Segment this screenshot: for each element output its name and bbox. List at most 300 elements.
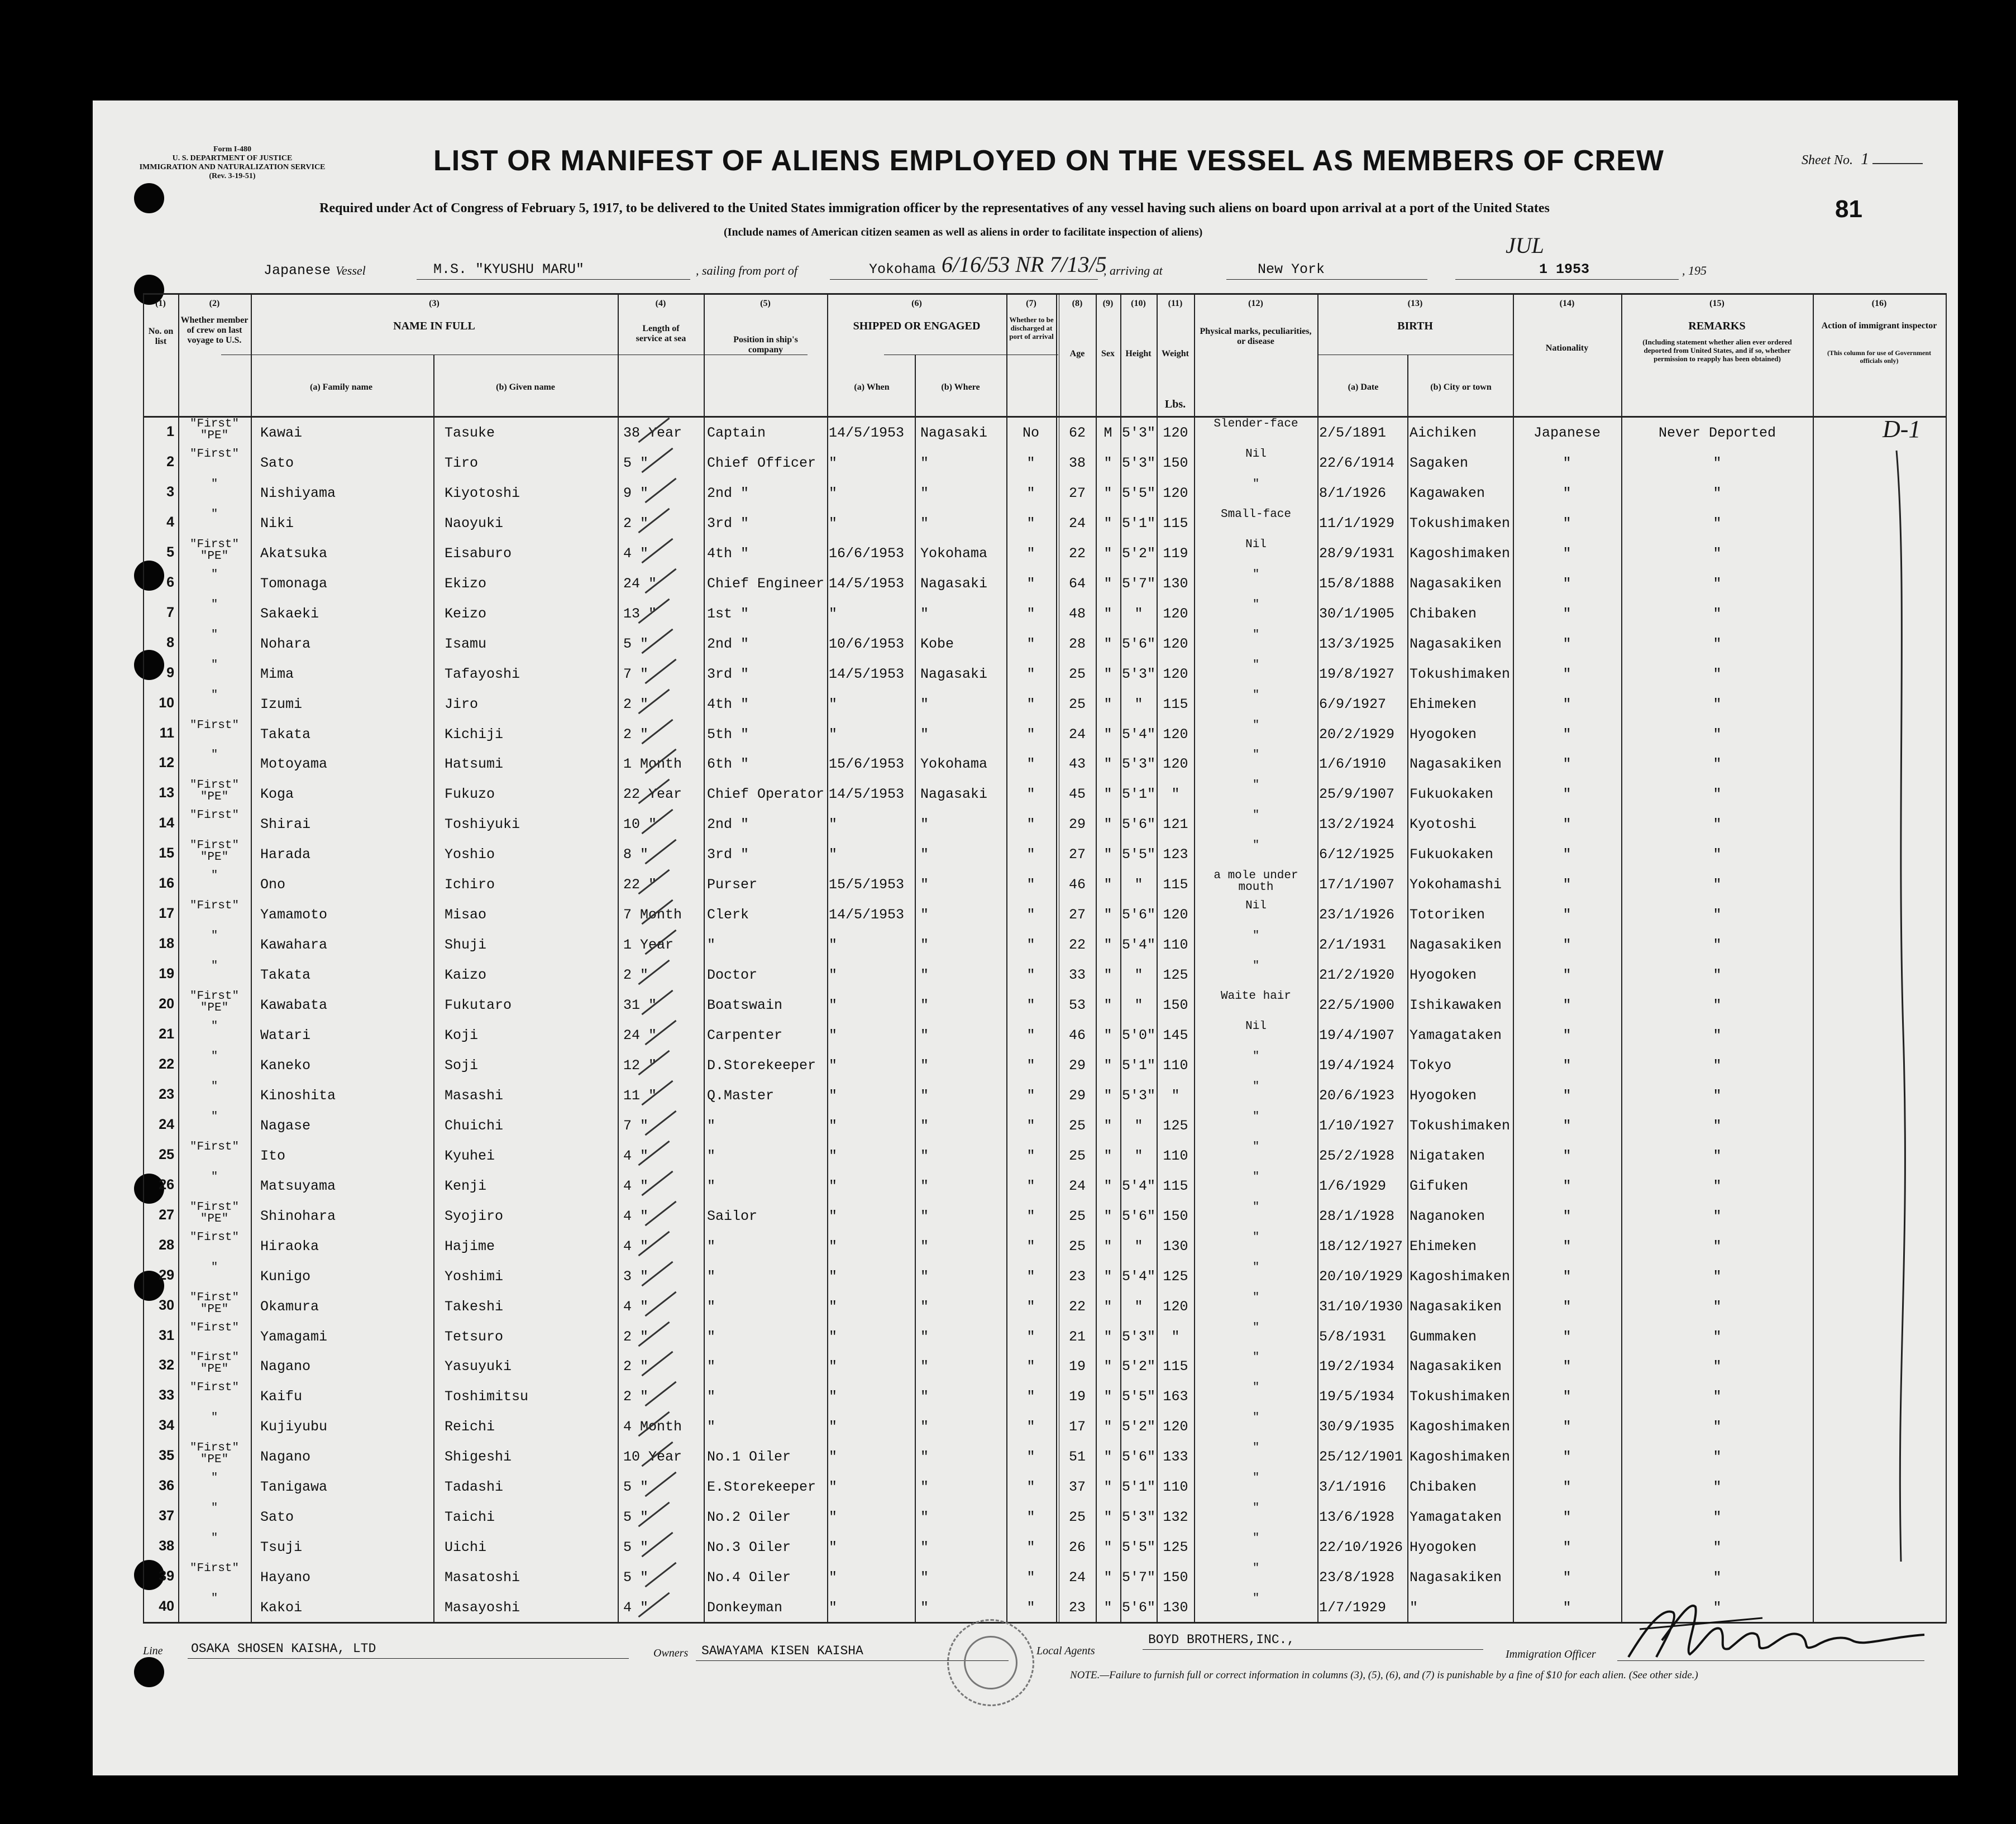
row-position: Clerk — [707, 907, 749, 923]
row-prev: " — [211, 960, 218, 973]
row-city: Ehimeken — [1410, 696, 1477, 712]
row-sex: " — [1103, 1479, 1112, 1496]
arriving-label: , arriving at — [1103, 264, 1163, 277]
row-weight: 119 — [1163, 545, 1188, 562]
row-city: Kagoshimaken — [1410, 1268, 1511, 1285]
row-age: 24 — [1068, 515, 1086, 532]
row-age: 24 — [1068, 1177, 1086, 1194]
row-position: " — [707, 937, 716, 954]
col-shipped-header: SHIPPED OR ENGAGED — [853, 320, 981, 332]
row-sex: " — [1103, 575, 1112, 592]
footnote: NOTE.—Failure to furnish full or correct information in columns (3), (5), (6), and (7) is punishable by a fine of $10 for each alien. (See other side.) — [1070, 1669, 1698, 1681]
row-weight: 150 — [1163, 1208, 1188, 1224]
row-when: " — [829, 1147, 838, 1164]
row-height: 5'5" — [1121, 846, 1155, 863]
vessel-line — [93, 233, 1958, 285]
row-where: " — [920, 515, 929, 532]
row-height: 5'6" — [1121, 1449, 1155, 1466]
row-marks: Small-face — [1220, 508, 1292, 520]
row-service: 10 Year — [623, 1449, 682, 1466]
row-height: 5'3" — [1121, 1509, 1155, 1526]
row-when: " — [829, 605, 838, 622]
row-where: " — [920, 1177, 929, 1194]
row-prev: "First" "PE" — [189, 538, 240, 562]
row-nat: " — [1563, 1449, 1571, 1466]
row-number: 12 — [159, 755, 174, 771]
row-position: " — [707, 1177, 716, 1194]
row-remarks: " — [1713, 1509, 1722, 1526]
row-prev: "First" "PE" — [189, 1352, 240, 1376]
row-remarks: " — [1713, 937, 1722, 954]
row-height: 5'5" — [1121, 1539, 1155, 1556]
row-family: Nagano — [260, 1449, 311, 1466]
row-age: 25 — [1068, 1147, 1086, 1164]
row-sex: " — [1103, 1208, 1112, 1224]
row-family: Izumi — [260, 696, 303, 712]
row-bdate: 19/2/1934 — [1319, 1358, 1395, 1375]
row-number: 18 — [159, 936, 174, 952]
row-marks: " — [1252, 1593, 1260, 1605]
vessel-flag: Japanese — [264, 262, 331, 279]
row-position: " — [707, 1358, 716, 1375]
row-height: 5'0" — [1121, 1027, 1155, 1043]
row-position: E.Storekeeper — [707, 1479, 816, 1496]
col-nationality-header: Nationality — [1545, 343, 1589, 353]
row-prev: "First" — [189, 448, 240, 460]
row-service: 1 Year — [623, 937, 674, 954]
row-nat: " — [1563, 1057, 1571, 1074]
row-where: " — [920, 1087, 929, 1104]
footer — [143, 1630, 1947, 1742]
row-nat: " — [1563, 1147, 1571, 1164]
row-disch: " — [1026, 816, 1035, 833]
row-height: " — [1134, 1298, 1143, 1315]
row-service: 3 " — [623, 1268, 649, 1285]
row-nat: " — [1563, 575, 1571, 592]
row-marks: " — [1252, 659, 1260, 671]
row-number: 30 — [159, 1297, 174, 1313]
row-given: Ekizo — [445, 575, 487, 592]
row-marks: Nil — [1245, 448, 1267, 460]
row-nat: " — [1563, 1539, 1571, 1556]
row-service: 5 " — [623, 635, 649, 652]
row-disch: " — [1026, 1569, 1035, 1586]
row-family: Tomonaga — [260, 575, 328, 592]
row-height: " — [1134, 1147, 1143, 1164]
row-where: " — [920, 1238, 929, 1255]
row-given: Kaizo — [445, 967, 487, 984]
row-family: Akatsuka — [260, 545, 328, 562]
row-age: 25 — [1068, 1208, 1086, 1224]
row-disch: " — [1026, 454, 1035, 471]
col-service-header: Length of service at sea — [636, 324, 686, 343]
row-city: Kagawaken — [1410, 485, 1485, 501]
row-weight: 130 — [1163, 1238, 1188, 1255]
row-height: 5'6" — [1121, 816, 1155, 833]
subtitle-note: (Include names of American citizen seamen as well as aliens in order to facilitate inspection of aliens) — [724, 226, 1203, 238]
row-given: Uichi — [445, 1539, 487, 1556]
row-nat: " — [1563, 545, 1571, 562]
row-nat: Japanese — [1533, 425, 1601, 441]
row-position: No.2 Oiler — [707, 1509, 791, 1526]
row-number: 13 — [159, 785, 174, 801]
row-number: 7 — [166, 604, 174, 620]
row-family: Sakaeki — [260, 605, 319, 622]
row-when: " — [829, 997, 838, 1014]
row-nat: " — [1563, 1328, 1571, 1345]
row-remarks: " — [1713, 786, 1722, 803]
row-given: Reichi — [445, 1419, 495, 1435]
row-bdate: 1/6/1929 — [1319, 1177, 1387, 1194]
row-where: " — [920, 967, 929, 984]
row-prev: " — [211, 508, 218, 520]
row-sex: " — [1103, 786, 1112, 803]
row-family: Shirai — [260, 816, 311, 833]
row-marks: " — [1252, 689, 1260, 701]
row-number: 26 — [159, 1176, 174, 1193]
row-where: Kobe — [920, 635, 954, 652]
col-discharge-header: Whether to be discharged at port of arrival — [1009, 315, 1054, 341]
row-nat: " — [1563, 1389, 1571, 1405]
row-weight: 110 — [1163, 1147, 1188, 1164]
row-disch: " — [1026, 1600, 1035, 1616]
row-remarks: " — [1713, 635, 1722, 652]
row-city: Fukuokaken — [1410, 846, 1494, 863]
row-when: " — [829, 1057, 838, 1074]
row-position: Carpenter — [707, 1027, 783, 1043]
row-remarks: " — [1713, 1177, 1722, 1194]
row-height: 5'7" — [1121, 575, 1155, 592]
arrival-date: 1 1953 — [1539, 261, 1590, 277]
row-age: 27 — [1068, 485, 1086, 501]
row-number: 37 — [159, 1508, 174, 1524]
row-given: Masayoshi — [445, 1600, 520, 1616]
row-height: " — [1134, 1238, 1143, 1255]
row-prev: "First" — [189, 1231, 240, 1243]
row-number: 10 — [159, 695, 174, 711]
row-bdate: 1/10/1927 — [1319, 1117, 1395, 1134]
row-remarks: " — [1713, 1600, 1722, 1616]
row-service: 9 " — [623, 485, 649, 501]
row-city: Kagoshimaken — [1410, 545, 1511, 562]
row-age: 24 — [1068, 726, 1086, 743]
row-height: 5'1" — [1121, 515, 1155, 532]
row-age: 33 — [1068, 967, 1086, 984]
document-title: LIST OR MANIFEST OF ALIENS EMPLOYED ON THE VESSEL AS MEMBERS OF CREW — [433, 145, 1664, 177]
row-where: " — [920, 1298, 929, 1315]
row-sex: " — [1103, 846, 1112, 863]
row-weight: 115 — [1163, 877, 1188, 893]
row-service: 4 " — [623, 1208, 649, 1224]
row-remarks: " — [1713, 1147, 1722, 1164]
col-height-header: Height — [1125, 349, 1152, 358]
row-number: 31 — [159, 1327, 174, 1343]
row-remarks: " — [1713, 907, 1722, 923]
row-sex: " — [1103, 726, 1112, 743]
row-bdate: 22/6/1914 — [1319, 454, 1395, 471]
row-city: Aichiken — [1410, 425, 1477, 441]
crew-rows — [143, 417, 1947, 1622]
row-bdate: 22/5/1900 — [1319, 997, 1395, 1014]
row-given: Yoshimi — [445, 1268, 504, 1285]
row-bdate: 19/5/1934 — [1319, 1389, 1395, 1405]
sailing-label: , sailing from port of — [696, 264, 797, 277]
row-where: " — [920, 1509, 929, 1526]
row-service: 12 " — [623, 1057, 657, 1074]
row-prev: " — [211, 1502, 218, 1515]
row-city: Hyogoken — [1410, 967, 1477, 984]
row-sex: " — [1103, 1449, 1112, 1466]
row-service: 4 Month — [623, 1419, 682, 1435]
row-prev: "First" — [189, 810, 240, 822]
row-given: Kichiji — [445, 726, 504, 743]
row-given: Masatoshi — [445, 1569, 520, 1586]
row-when: " — [829, 1509, 838, 1526]
row-number: 36 — [159, 1478, 174, 1494]
row-bdate: 6/9/1927 — [1319, 696, 1387, 712]
row-service: 2 " — [623, 726, 649, 743]
row-marks: " — [1252, 629, 1260, 641]
row-prev: " — [211, 1080, 218, 1093]
row-prev: " — [211, 1472, 218, 1485]
manifest-sheet — [93, 100, 1958, 1775]
row-city: Hyogoken — [1410, 1539, 1477, 1556]
row-age: 22 — [1068, 545, 1086, 562]
row-height: 5'4" — [1121, 1268, 1155, 1285]
row-sex: " — [1103, 696, 1112, 712]
row-nat: " — [1563, 605, 1571, 622]
row-sex: " — [1103, 1358, 1112, 1375]
row-prev: "First" "PE" — [189, 779, 240, 803]
row-where: " — [920, 1479, 929, 1496]
row-sex: " — [1103, 1117, 1112, 1134]
row-bdate: 28/9/1931 — [1319, 545, 1395, 562]
row-where: Yokohama — [920, 545, 988, 562]
row-remarks: " — [1713, 997, 1722, 1014]
row-position: No.1 Oiler — [707, 1449, 791, 1466]
row-bdate: 31/10/1930 — [1319, 1298, 1403, 1315]
row-sex: " — [1103, 997, 1112, 1014]
row-city: Hyogoken — [1410, 726, 1477, 743]
row-disch: " — [1026, 1027, 1035, 1043]
row-height: 5'3" — [1121, 1087, 1155, 1104]
row-position: No.3 Oiler — [707, 1539, 791, 1556]
row-service: 4 " — [623, 545, 649, 562]
row-where: Yokohama — [920, 756, 988, 773]
row-given: Fukutaro — [445, 997, 512, 1014]
row-city: Kagoshimaken — [1410, 1419, 1511, 1435]
row-bdate: 13/2/1924 — [1319, 816, 1395, 833]
row-where: " — [920, 1268, 929, 1285]
row-position: " — [707, 1117, 716, 1134]
row-nat: " — [1563, 696, 1571, 712]
row-height: 5'1" — [1121, 1479, 1155, 1496]
row-bdate: 3/1/1916 — [1319, 1479, 1387, 1496]
row-family: Nishiyama — [260, 485, 336, 501]
row-age: 25 — [1068, 1509, 1086, 1526]
row-when: " — [829, 1539, 838, 1556]
row-given: Isamu — [445, 635, 487, 652]
row-marks: " — [1252, 719, 1260, 731]
row-city: Kagoshimaken — [1410, 1449, 1511, 1466]
row-prev: " — [211, 478, 218, 490]
row-height: 5'6" — [1121, 635, 1155, 652]
row-where: " — [920, 605, 929, 622]
vessel-label: Vessel — [336, 264, 366, 277]
row-number: 11 — [159, 725, 174, 741]
row-family: Kujiyubu — [260, 1419, 328, 1435]
row-where: " — [920, 1569, 929, 1586]
row-position: 6th " — [707, 756, 749, 773]
row-weight: 115 — [1163, 1177, 1188, 1194]
row-position: Boatswain — [707, 997, 783, 1014]
row-age: 46 — [1068, 877, 1086, 893]
row-remarks: " — [1713, 1298, 1722, 1315]
row-city: Hyogoken — [1410, 1087, 1477, 1104]
row-weight: 120 — [1163, 1298, 1188, 1315]
row-nat: " — [1563, 816, 1571, 833]
row-nat: " — [1563, 454, 1571, 471]
row-position: 3rd " — [707, 515, 749, 532]
row-remarks: " — [1713, 575, 1722, 592]
row-remarks: " — [1713, 1087, 1722, 1104]
row-service: 1 Month — [623, 756, 682, 773]
row-bdate: 28/1/1928 — [1319, 1208, 1395, 1224]
row-height: 5'3" — [1121, 1328, 1155, 1345]
row-position: 2nd " — [707, 635, 749, 652]
row-when: " — [829, 1569, 838, 1586]
row-nat: " — [1563, 1208, 1571, 1224]
row-sex: " — [1103, 666, 1112, 682]
row-when: " — [829, 1358, 838, 1375]
row-city: Chibaken — [1410, 1479, 1477, 1496]
row-prev: " — [211, 689, 218, 701]
row-remarks: " — [1713, 1449, 1722, 1466]
row-age: 29 — [1068, 1087, 1086, 1104]
row-city: Tokushimaken — [1410, 1117, 1511, 1134]
row-service: 38 Year — [623, 425, 682, 441]
row-weight: 125 — [1163, 1117, 1188, 1134]
row-where: " — [920, 696, 929, 712]
row-bdate: 19/8/1927 — [1319, 666, 1395, 682]
row-where: Nagasaki — [920, 425, 988, 441]
row-service: 2 " — [623, 1358, 649, 1375]
row-marks: " — [1252, 1141, 1260, 1153]
row-prev: "First" — [189, 1141, 240, 1153]
row-weight: 120 — [1163, 1419, 1188, 1435]
form-id: Form I-480 U. S. DEPARTMENT OF JUSTICE IMMIGRATION AND NATURALIZATION SERVICE (Rev. 3-19-51) — [139, 145, 326, 180]
row-sex: " — [1103, 1147, 1112, 1164]
row-sex: " — [1103, 907, 1112, 923]
row-where: " — [920, 1539, 929, 1556]
row-position: 4th " — [707, 545, 749, 562]
row-bdate: 30/9/1935 — [1319, 1419, 1395, 1435]
row-disch: " — [1026, 605, 1035, 622]
row-bdate: 13/3/1925 — [1319, 635, 1395, 652]
row-nat: " — [1563, 997, 1571, 1014]
row-family: Nagase — [260, 1117, 311, 1134]
row-when: " — [829, 696, 838, 712]
row-remarks: " — [1713, 1117, 1722, 1134]
row-family: Kinoshita — [260, 1087, 336, 1104]
row-weight: 125 — [1163, 1268, 1188, 1285]
row-where: " — [920, 485, 929, 501]
row-where: " — [920, 937, 929, 954]
row-age: 25 — [1068, 1238, 1086, 1255]
row-disch: " — [1026, 1087, 1035, 1104]
row-city: Totoriken — [1410, 907, 1485, 923]
row-where: Nagasaki — [920, 575, 988, 592]
row-where: " — [920, 1358, 929, 1375]
row-marks: " — [1252, 960, 1260, 973]
row-position: " — [707, 1238, 716, 1255]
row-disch: " — [1026, 967, 1035, 984]
row-prev: " — [211, 749, 218, 762]
row-marks: Slender-face — [1214, 418, 1298, 430]
row-remarks: " — [1713, 877, 1722, 893]
crew-table: (1) (2) (3) (4) (5) (6) (7) (8) (9) (10) (11) (12) (13) (14) (15) (16) No. on list Whether member of crew on last voyage to U.S. NAME IN FULL (a) Family name (b) Given name Length of service at sea Position in ship's company SHIPPED OR ENGAGED (a) When (b) Where Whether to be discharged at port of arrival Age Sex Height Weight Lbs. Physical marks, peculiarities, or disease BIRTH (a) Date (b) City or town Nationality REMARKS (Including statement whether alien ever ordered deported from United States, and if so, whether permission to reapply has been obtained) Action of immigrant inspector (This column for use of Government officials only) 1 "First" "PE" Kawai Tasuke 38 Year Captain 14/5/1953 Nagasaki No 62 M 5'3" 120 Slender-face 2/5/1891 Aichiken Japanese Never Deported 2 "First" Sato Tiro 5 " Chief Officer " " " 38 " 5'3" 150 Nil 22/6/1914 Sagaken " " 3 " Nishiyama Kiyotoshi 9 " 2nd " " " " 27 " 5'5" 120 " 8/1/1926 Kagawaken " " 4 " Niki Naoyuki 2 " 3rd " " " " 24 " 5'1" 115 Small-face 11/1/1929 Tokushimaken " " 5 "First" "PE" Akatsuka Eisaburo 4 " 4th " 16/6/1953 Yokohama " 22 " 5'2" 119 Nil 28/9/1931 Kagoshimaken " " 6 " Tomonaga Ekizo 24 " Chief Engineer 14/5/1953 Nagasaki " 64 " 5'7" 130 " 15/8/1888 Nagasakiken " " 7 " Sakaeki Keizo 13 " 1st " " " " 48 " " 120 " 30/1/1905 Chibaken " " 8 " Nohara Isamu 5 " 2nd " 10/6/1953 Kobe " 28 " 5'6" 120 " 13/3/1925 Nagasakiken " " 9 " Mima Tafayoshi 7 " 3rd " 14/5/1953 Nagasaki " 25 " 5'3" 120 " 19/8/1927 Tokushimaken " " 10 " Izumi Jiro 2 " 4th " " " " 25 " " 115 " 6/9/1927 Ehimeken " " 11 "First" Takata Kichiji 2 " 5th " " " " 24 " 5'4" 120 " 20/2/1929 Hyogoken " " 12 " Motoyama Hatsumi 1 Month 6th " 15/6/1953 Yokohama " 43 " 5'3" 120 " 1/6/1910 Nagasakiken " " 13 "First" "PE" Koga Fukuzo 22 Year Chief Operator 14/5/1953 Nagasaki " 45 " 5'1" " " 25/9/1907 Fukuokaken " " 14 "First" Shirai Toshiyuki 10 " 2nd " " " " 29 " 5'6" 121 " 13/2/1924 Kyotoshi " " 15 "First" "PE" Harada Yoshio 8 " 3rd " " " " 27 " 5'5" 123 " 6/12/1925 Fukuokaken " " 16 " Ono Ichiro 22 " Purser 15/5/1953 " " 46 " " 115 a mole under mouth 17/1/1907 Yokohamashi " " 17 "First" Yamamoto Misao 7 Month Clerk 14/5/1953 " " 27 " 5'6" 120 Nil 23/1/1926 Totoriken " " 18 " Kawahara Shuji 1 Year " " " " 22 " 5'4" 110 " 2/1/1931 Nagasakiken " " 19 " Takata Kaizo 2 " Doctor " " " 33 " " 125 " 21/2/1920 Hyogoken " " 20 "First" "PE" Kawabata Fukutaro 31 " Boatswain " " " 53 " " 150 Waite hair 22/5/1900 Ishikawaken " " 21 " Watari Koji 24 " Carpenter " " " 46 " 5'0" 145 Nil 19/4/1907 Yamagataken " " 22 " Kaneko Soji 12 " D.Storekeeper " " " 29 " 5'1" 110 " 19/4/1924 Tokyo " " 23 " Kinoshita Masashi 11 " Q.Master " " " 29 " 5'3" " " 20/6/1923 Hyogoken " " 24 " Nagase Chuichi 7 " " " " " 25 " " 125 " 1/10/1927 Tokushimaken " " 25 "First" Ito Kyuhei 4 " " " " " 25 " " 110 " 25/2/1928 Nigataken " " 26 " Matsuyama Kenji 4 " " " " " 24 " 5'4" 115 " 1/6/1929 Gifuken " " 27 "First" "PE" Shinohara Syojiro 4 " Sailor " " " 25 " 5'6" 150 " 28/1/1928 Naganoken " " 28 "First" Hiraoka Hajime 4 " " " " " 25 " " 130 " 18/12/1927 Ehimeken " " 29 " Kunigo Yoshimi 3 " " " " " 23 " 5'4" 125 " 20/10/1929 Kagoshimaken " " 30 "First" "PE" Okamura Takeshi 4 " " " " " 22 " " 120 " 31/10/1930 Nagasakiken " " 31 "First" Yamagami Tetsuro 2 " " " " " 21 " 5'3" " " 5/8/1931 Gummaken " " 32 "First" "PE" Nagano Yasuyuki 2 " " " " " 19 " 5'2" 115 " 19/2/1934 Nagasakiken " " 33 "First" Kaifu Toshimitsu 2 " " " " " 19 " 5'5" 163 " 19/5/1934 Tokushimaken " " 34 " Kujiyubu Reichi 4 Month " " " " 17 " 5'2" 120 " 30/9/1935 Kagoshimaken " " 35 "First" "PE" Nagano Shigeshi 10 Year No.1 Oiler " " " 51 " 5'6" 133 " 25/12/1901 Kagoshimaken " " 36 " Tanigawa Tadashi 5 " E.Storekeeper " " " 37 " 5'1" 110 " 3/1/1916 Chibaken " " 37 " Sato Taichi 5 " No.2 Oiler " " " 25 " 5'3" 132 " 13/6/1928 Yamagataken " " 38 " Tsuji Uichi 5 " No.3 Oiler " " " 26 " 5'5" 125 " 22/10/1926 Hyogoken " " 39 "First" Hayano Masatoshi 5 " No.4 Oiler " " " 24 " 5'7" 150 " 23/8/1928 Nagasakiken " " 40 " Kakoi Masayoshi 4 " Donkeyman " " " 23 " 5'6" 130 " 1/7/1929 " " " D-1 — [143, 293, 1947, 1633]
row-position: 4th " — [707, 696, 749, 712]
row-prev: " — [211, 1533, 218, 1545]
row-height: 5'3" — [1121, 425, 1155, 441]
row-sex: " — [1103, 1027, 1112, 1043]
row-city: Yamagataken — [1410, 1027, 1502, 1043]
row-family: Motoyama — [260, 756, 328, 773]
row-service: 5 " — [623, 1509, 649, 1526]
col-position-header: Position in ship's company — [733, 335, 798, 355]
row-when: 10/6/1953 — [829, 635, 905, 652]
row-remarks: " — [1713, 1419, 1722, 1435]
row-number: 34 — [159, 1418, 174, 1434]
row-position: No.4 Oiler — [707, 1569, 791, 1586]
row-height: 5'2" — [1121, 545, 1155, 562]
row-nat: " — [1563, 1238, 1571, 1255]
row-prev: "First" — [189, 1322, 240, 1334]
row-weight: 132 — [1163, 1509, 1188, 1526]
row-service: 2 " — [623, 696, 649, 712]
row-city: " — [1410, 1600, 1418, 1616]
row-where: Nagasaki — [920, 666, 988, 682]
row-marks: " — [1252, 1110, 1260, 1123]
row-given: Yoshio — [445, 846, 495, 863]
row-prev: " — [211, 568, 218, 581]
row-age: 38 — [1068, 454, 1086, 471]
row-family: Sato — [260, 1509, 294, 1526]
row-given: Tadashi — [445, 1479, 504, 1496]
row-family: Takata — [260, 967, 311, 984]
row-number: 3 — [166, 483, 174, 500]
row-remarks: " — [1713, 605, 1722, 622]
row-service: 2 " — [623, 967, 649, 984]
row-bdate: 19/4/1907 — [1319, 1027, 1395, 1043]
row-sex: " — [1103, 937, 1112, 954]
row-age: 48 — [1068, 605, 1086, 622]
row-given: Syojiro — [445, 1208, 504, 1224]
row-when: " — [829, 937, 838, 954]
row-where: " — [920, 1117, 929, 1134]
row-family: Ono — [260, 877, 286, 893]
row-sex: " — [1103, 1600, 1112, 1616]
row-position: 2nd " — [707, 485, 749, 501]
row-position: " — [707, 1389, 716, 1405]
row-position: Purser — [707, 877, 758, 893]
row-remarks: " — [1713, 1027, 1722, 1043]
row-given: Tetsuro — [445, 1328, 504, 1345]
row-city: Nigataken — [1410, 1147, 1485, 1164]
row-number: 39 — [159, 1568, 174, 1584]
row-disch: " — [1026, 485, 1035, 501]
row-city: Tokyo — [1410, 1057, 1452, 1074]
